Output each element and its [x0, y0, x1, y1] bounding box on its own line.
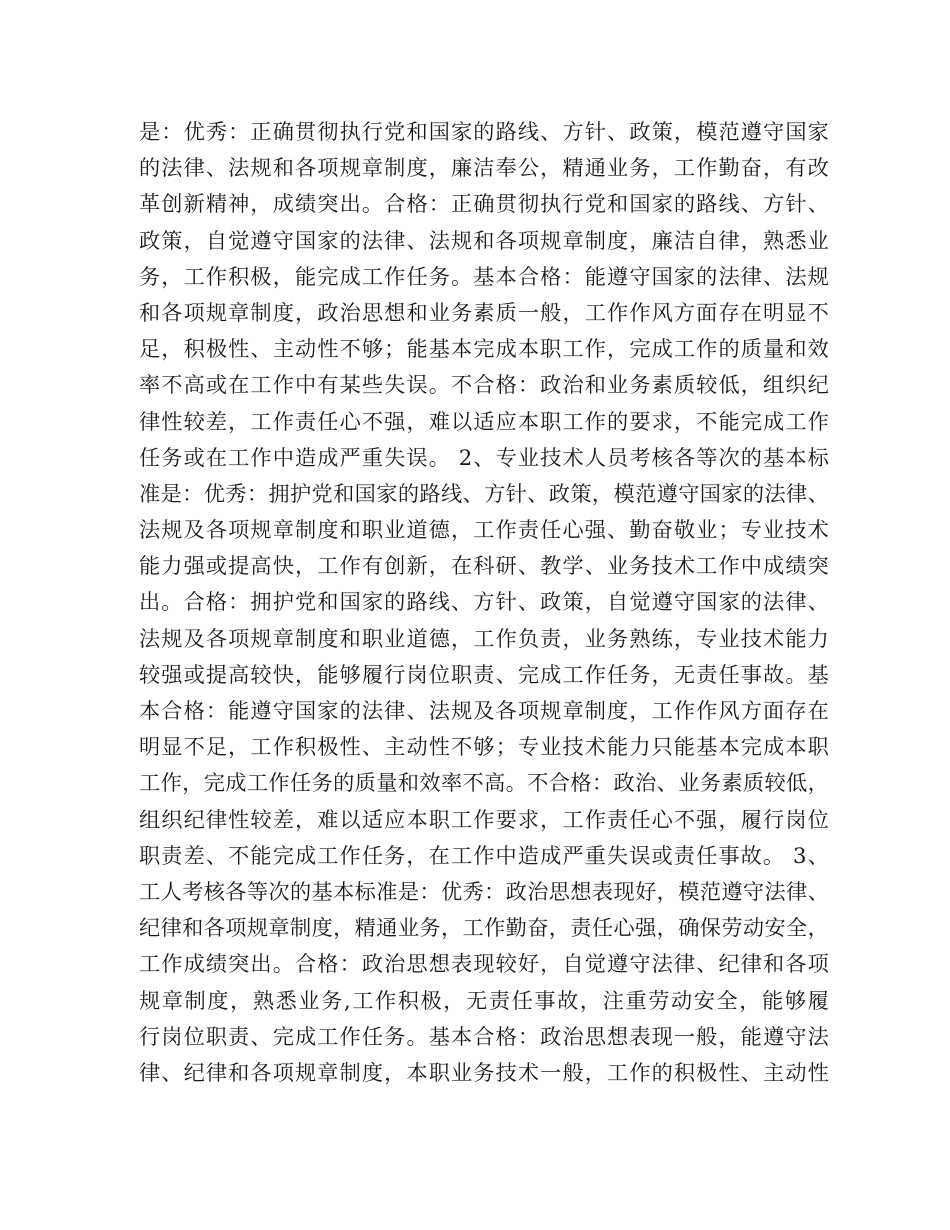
text-line: 规章制度，熟悉业务,工作积极，无责任事故，注重劳动安全，能够履	[139, 987, 829, 1013]
text-line: 务，工作积极，能完成工作任务。基本合格：能遵守国家的法律、法规	[139, 263, 829, 289]
text-line: 本合格：能遵守国家的法律、法规及各项规章制度，工作作风方面存在	[139, 698, 829, 723]
text-line: 法规及各项规章制度和职业道德，工作责任心强、勤奋敬业；专业技术	[139, 517, 829, 543]
text-line: 较强或提高较快，能够履行岗位职责、完成工作任务，无责任事故。基	[139, 661, 829, 687]
text-line: 出。合格：拥护党和国家的路线、方针、政策，自觉遵守国家的法律、	[139, 589, 829, 615]
text-line: 革创新精神，成绩突出。合格：正确贯彻执行党和国家的路线、方针、	[139, 191, 829, 217]
text-line: 律、纪律和各项规章制度，本职业务技术一般，工作的积极性、主动性	[139, 1059, 829, 1085]
text-line: 率不高或在工作中有某些失误。不合格：政治和业务素质较低，组织纪	[139, 372, 829, 398]
text-line: 工人考核各等次的基本标准是：优秀：政治思想表现好，模范遵守法律、	[139, 878, 829, 904]
body-text	[139, 114, 829, 1091]
text-line: 政策，自觉遵守国家的法律、法规和各项规章制度，廉洁自律，熟悉业	[139, 227, 829, 253]
text-line: 是：优秀：正确贯彻执行党和国家的路线、方针、政策，模范遵守国家	[139, 119, 829, 144]
text-line: 职责差、不能完成工作任务，在工作中造成严重失误或责任事故。 3、	[139, 842, 829, 868]
text-line: 纪律和各项规章制度，精通业务，工作勤奋，责任心强，确保劳动安全，	[139, 915, 829, 941]
text-line: 工作，完成工作任务的质量和效率不高。不合格：政治、业务素质较低，	[139, 770, 829, 796]
text-line: 准是：优秀：拥护党和国家的路线、方针、政策，模范遵守国家的法律、	[139, 480, 829, 506]
text-line: 行岗位职责、完成工作任务。基本合格：政治思想表现一般，能遵守法	[139, 1023, 829, 1049]
text-line: 任务或在工作中造成严重失误。 2、专业技术人员考核各等次的基本标	[139, 444, 829, 470]
text-line: 律性较差，工作责任心不强，难以适应本职工作的要求，不能完成工作	[139, 408, 829, 434]
text-line: 能力强或提高快，工作有创新，在科研、教学、业务技术工作中成绩突	[139, 553, 829, 579]
text-line: 明显不足，工作积极性、主动性不够；专业技术能力只能基本完成本职	[139, 734, 829, 760]
text-line: 的法律、法规和各项规章制度，廉洁奉公，精通业务，工作勤奋，有改	[139, 155, 829, 181]
text-line: 工作成绩突出。合格：政治思想表现较好，自觉遵守法律、纪律和各项	[139, 951, 829, 977]
text-line: 足，积极性、主动性不够；能基本完成本职工作，完成工作的质量和效	[139, 336, 829, 362]
text-line: 组织纪律性较差，难以适应本职工作要求，工作责任心不强，履行岗位	[139, 806, 829, 832]
text-line: 法规及各项规章制度和职业道德，工作负责，业务熟练，专业技术能力	[139, 625, 829, 651]
text-line: 和各项规章制度，政治思想和业务素质一般，工作作风方面存在明显不	[139, 299, 829, 325]
